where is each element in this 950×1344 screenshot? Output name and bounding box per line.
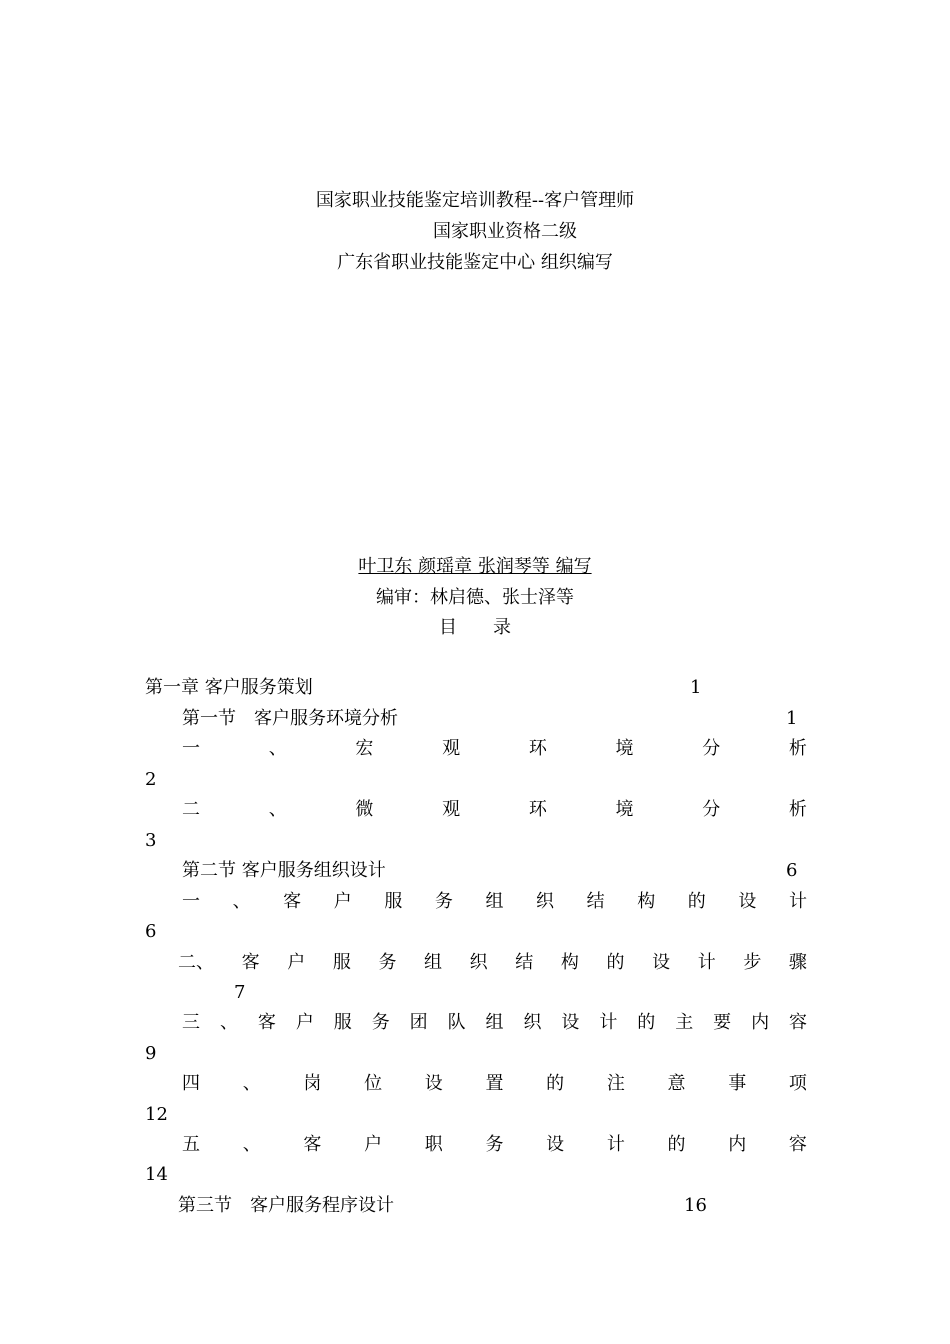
toc-label-char: 析	[788, 799, 807, 820]
toc-label-char: 注	[606, 1073, 625, 1094]
toc-label-char: 、	[219, 1012, 238, 1033]
toc-label-char: 计	[606, 1134, 625, 1155]
toc-label-char: 设	[546, 1134, 565, 1155]
toc-label-char: 环	[528, 799, 547, 820]
toc-label-char: 步	[743, 952, 762, 973]
toc-label-char: 织	[469, 952, 488, 973]
toc-entry-section-2[interactable]	[0, 856, 950, 886]
toc-heading: 目 录	[439, 617, 511, 638]
toc-label-char: 设	[738, 891, 757, 912]
toc-label-char: 一	[182, 738, 200, 759]
toc-entry-label	[182, 1130, 807, 1160]
toc-label-char: 织	[536, 891, 555, 912]
toc-label-char: 、	[232, 891, 251, 912]
toc-label-char: 结	[515, 952, 534, 973]
toc-label-char: 境	[615, 799, 634, 820]
toc-label-char: 织	[523, 1012, 542, 1033]
toc-entry-page: 2	[145, 769, 157, 790]
toc-label-char: 容	[788, 1134, 807, 1155]
toc-entry-page: 9	[145, 1043, 157, 1064]
toc-label-char: 组	[424, 952, 443, 973]
toc-label-char: 位	[364, 1073, 383, 1094]
toc-label-char: 环	[528, 738, 547, 759]
toc-label-char: 内	[728, 1134, 747, 1155]
toc-label-char: 、	[242, 1134, 261, 1155]
toc-label-char: 服	[333, 1012, 352, 1033]
authors: 叶卫东 颜瑶章 张润琴等 编写	[358, 556, 592, 577]
toc-label-char: 客	[283, 891, 302, 912]
toc-label-char: 务	[378, 952, 397, 973]
toc-entry-label	[182, 1008, 807, 1038]
toc-entry-label: 第三节 客户服务程序设计	[178, 1195, 394, 1216]
toc-label-char: 户	[295, 1012, 314, 1033]
toc-label-char: 客	[303, 1134, 322, 1155]
toc-label-char: 客	[241, 952, 260, 973]
toc-label-char: 事	[728, 1073, 747, 1094]
book-title: 国家职业技能鉴定培训教程--客户管理师	[315, 190, 635, 211]
toc-label-char: 的	[546, 1073, 565, 1094]
toc-label-char: 岗	[303, 1073, 322, 1094]
toc-label-char: 宏	[355, 738, 374, 759]
reviewers-line: 编审：林启德、张士泽等	[376, 587, 574, 608]
toc-label-char: 客	[257, 1012, 276, 1033]
toc-entry-label: 第一节 客户服务环境分析	[182, 708, 398, 729]
toc-entry-page: 12	[145, 1104, 168, 1125]
toc-entry-page: 6	[786, 860, 798, 881]
toc-label-char: 设	[561, 1012, 580, 1033]
toc-label-char: 项	[788, 1073, 807, 1094]
toc-label-char: 计	[599, 1012, 618, 1033]
toc-entry-label: 第二节 客户服务组织设计	[182, 860, 386, 881]
toc-entry-label: 第一章 客户服务策划	[145, 677, 313, 698]
toc-label-char: 二、	[178, 952, 214, 973]
toc-label-char: 户	[333, 891, 352, 912]
toc-label-char: 的	[667, 1134, 686, 1155]
toc-label-char: 三	[182, 1012, 200, 1033]
toc-label-char: 容	[789, 1012, 807, 1033]
toc-label-char: 置	[485, 1073, 504, 1094]
toc-entry-section-3[interactable]	[0, 1191, 950, 1221]
toc-label-char: 、	[268, 738, 287, 759]
toc-entry-page: 3	[145, 830, 157, 851]
toc-label-char: 设	[652, 952, 671, 973]
toc-entry-page: 7	[234, 982, 246, 1003]
toc-label-char: 主	[675, 1012, 694, 1033]
toc-label-char: 要	[713, 1012, 732, 1033]
toc-label-char: 骤	[788, 952, 807, 973]
toc-entry-chapter-1[interactable]	[0, 673, 950, 703]
toc-entry-label	[178, 948, 807, 978]
toc-entry-label	[182, 1069, 807, 1099]
toc-label-char: 内	[751, 1012, 770, 1033]
toc-label-char: 观	[442, 799, 461, 820]
toc-label-char: 四	[182, 1073, 200, 1094]
toc-label-char: 五	[182, 1134, 200, 1155]
toc-entry-page: 14	[145, 1164, 168, 1185]
toc-label-char: 的	[606, 952, 625, 973]
authors-line	[0, 552, 950, 582]
toc-entry-label	[182, 887, 807, 917]
toc-label-char: 计	[697, 952, 716, 973]
toc-label-char: 户	[287, 952, 306, 973]
toc-label-char: 结	[586, 891, 605, 912]
qualification-level: 国家职业资格二级	[433, 221, 577, 242]
toc-label-char: 计	[788, 891, 807, 912]
toc-label-char: 户	[364, 1134, 383, 1155]
toc-entry-page: 1	[786, 708, 798, 729]
toc-label-char: 微	[355, 799, 374, 820]
toc-label-char: 团	[409, 1012, 428, 1033]
toc-label-char: 一	[182, 891, 200, 912]
toc-label-char: 的	[637, 1012, 656, 1033]
toc-label-char: 服	[332, 952, 351, 973]
toc-label-char: 务	[434, 891, 453, 912]
toc-label-char: 务	[371, 1012, 390, 1033]
toc-entry-page: 16	[684, 1195, 707, 1216]
toc-label-char: 分	[702, 738, 721, 759]
toc-label-char: 二	[182, 799, 200, 820]
toc-label-char: 境	[615, 738, 634, 759]
toc-entry-page: 6	[145, 921, 157, 942]
toc-label-char: 务	[485, 1134, 504, 1155]
toc-label-char: 职	[424, 1134, 443, 1155]
toc-label-char: 析	[788, 738, 807, 759]
toc-label-char: 构	[637, 891, 656, 912]
toc-label-char: 设	[424, 1073, 443, 1094]
toc-entry-label	[182, 734, 807, 764]
toc-entry-page: 1	[690, 677, 702, 698]
organizer-line: 广东省职业技能鉴定中心 组织编写	[337, 252, 613, 273]
toc-label-char: 服	[384, 891, 403, 912]
toc-label-char: 、	[268, 799, 287, 820]
toc-label-char: 组	[485, 891, 504, 912]
toc-label-char: 的	[687, 891, 706, 912]
toc-entry-label	[182, 795, 807, 825]
toc-label-char: 意	[667, 1073, 686, 1094]
toc-label-char: 、	[242, 1073, 261, 1094]
toc-entry-section-1[interactable]	[0, 704, 950, 734]
toc-label-char: 构	[560, 952, 579, 973]
toc-label-char: 分	[702, 799, 721, 820]
toc-label-char: 队	[447, 1012, 466, 1033]
toc-label-char: 组	[485, 1012, 504, 1033]
toc-label-char: 观	[442, 738, 461, 759]
